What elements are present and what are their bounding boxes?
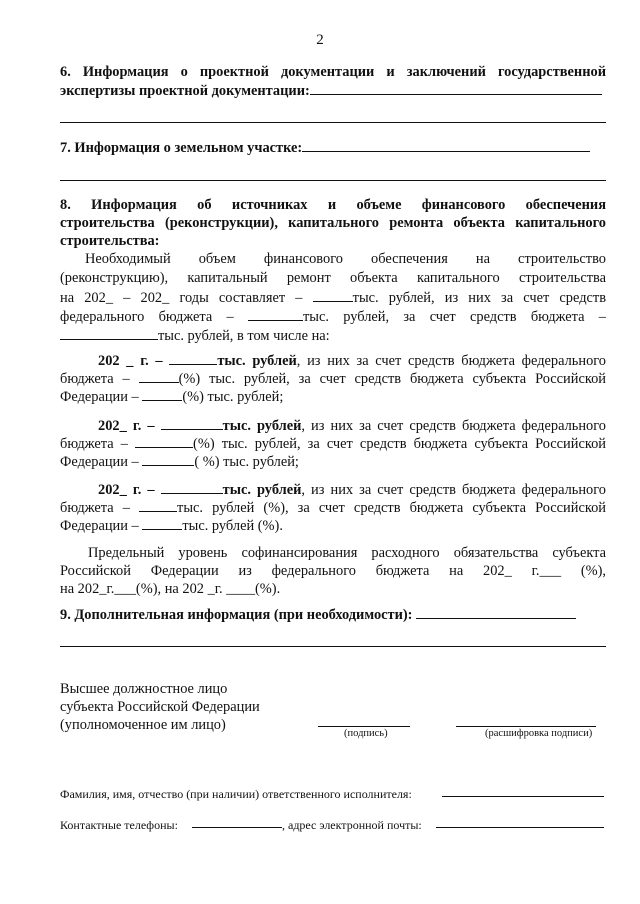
section6-heading-line2: экспертизы проектной документации: (60, 81, 606, 101)
cofinancing-line3: на 202_г.___(%), на 202 _г. ____(%). (60, 581, 281, 597)
year3-line1: 202_ г. – тыс. рублей, из них за счет средств бюджета федерального (98, 482, 606, 498)
signature-decode-line[interactable] (456, 726, 596, 727)
section9-blank[interactable] (416, 605, 576, 619)
email-blank[interactable] (436, 827, 604, 828)
contacts-row: Контактные телефоны: (60, 818, 178, 832)
executor-fio-row: Фамилия, имя, отчество (при наличии) ответственного исполнителя: (60, 787, 412, 801)
year1-line3: Федерации – (%) тыс. рублей; (60, 389, 284, 405)
signature-line[interactable] (318, 726, 410, 727)
year3-regional-blank[interactable] (142, 516, 182, 530)
cofinancing-line1: Предельный уровень софинансирования расходного обязательства субъекта (88, 545, 606, 561)
year2-regional-blank[interactable] (142, 452, 194, 466)
section8-para-line5: тыс. рублей, в том числе на: (60, 326, 606, 346)
year3-line2: бюджета – тыс. рублей (%), за счет средств бюджета субъекта Российской (60, 500, 606, 516)
total-amount-blank[interactable] (313, 288, 353, 302)
section6-blank-line[interactable] (60, 122, 606, 123)
year1-amount-blank[interactable] (169, 351, 217, 365)
section8-heading-line2: строительства (реконструкции), капитального ремонта объекта капитального (60, 215, 606, 231)
year2-line3: Федерации – ( %) тыс. рублей; (60, 454, 299, 470)
section8-para-line4: федерального бюджета – тыс. рублей, за счет средств бюджета – (60, 309, 606, 325)
signature-title-line1: Высшее должностное лицо (60, 681, 228, 697)
section7-blank-line[interactable] (60, 180, 606, 181)
section6-heading-line1: 6. Информация о проектной документации и заключений государственной (60, 64, 606, 80)
section8-heading-line3: строительства: (60, 233, 160, 249)
section7-heading: 7. Информация о земельном участке: (60, 138, 606, 158)
year2-line1: 202_ г. – тыс. рублей, из них за счет средств бюджета федерального (98, 418, 606, 434)
year2-line2: бюджета – (%) тыс. рублей, за счет средств бюджета субъекта Российской (60, 436, 606, 452)
email-label: , адрес электронной почты: (282, 818, 422, 832)
year2-amount-blank[interactable] (161, 416, 223, 430)
page-number: 2 (316, 32, 324, 48)
executor-fio-blank[interactable] (442, 796, 604, 797)
year3-federal-blank[interactable] (139, 498, 177, 512)
signature-title-line2: субъекта Российской Федерации (60, 699, 260, 715)
phones-blank[interactable] (192, 827, 282, 828)
year1-federal-blank[interactable] (139, 369, 179, 383)
section7-blank[interactable] (302, 138, 590, 152)
section8-para-line2: (реконструкцию), капитальный ремонт объекта капитального строительства (60, 270, 606, 286)
regional-amount-blank[interactable] (60, 326, 158, 340)
section8-para-line1: Необходимый объем финансового обеспечения на строительство (85, 251, 606, 267)
year3-line3: Федерации – тыс. рублей (%). (60, 518, 283, 534)
section6-blank[interactable] (310, 81, 602, 95)
section9-heading: 9. Дополнительная информация (при необходимости): (60, 605, 606, 625)
year3-amount-blank[interactable] (161, 480, 223, 494)
year2-federal-blank[interactable] (135, 434, 193, 448)
cofinancing-line2: Российской Федерации из федерального бюджета на 202_ г.___ (%), (60, 563, 606, 579)
signature-caption: (подпись) (344, 728, 388, 739)
year1-line2: бюджета – (%) тыс. рублей, за счет средств бюджета субъекта Российской (60, 371, 606, 387)
section8-para-line3: на 202_ – 202_ годы составляет – тыс. рублей, из них за счет средств (60, 290, 606, 306)
year1-line1: 202 _ г. – тыс. рублей, из них за счет средств бюджета федерального (98, 353, 606, 369)
signature-title-line3: (уполномоченное им лицо) (60, 717, 226, 733)
section8-heading-line1: 8. Информация об источниках и объеме финансового обеспечения (60, 197, 606, 213)
federal-amount-blank[interactable] (248, 307, 303, 321)
section9-blank-line[interactable] (60, 646, 606, 647)
year1-regional-blank[interactable] (142, 387, 182, 401)
signature-decode-caption: (расшифровка подписи) (485, 728, 593, 739)
